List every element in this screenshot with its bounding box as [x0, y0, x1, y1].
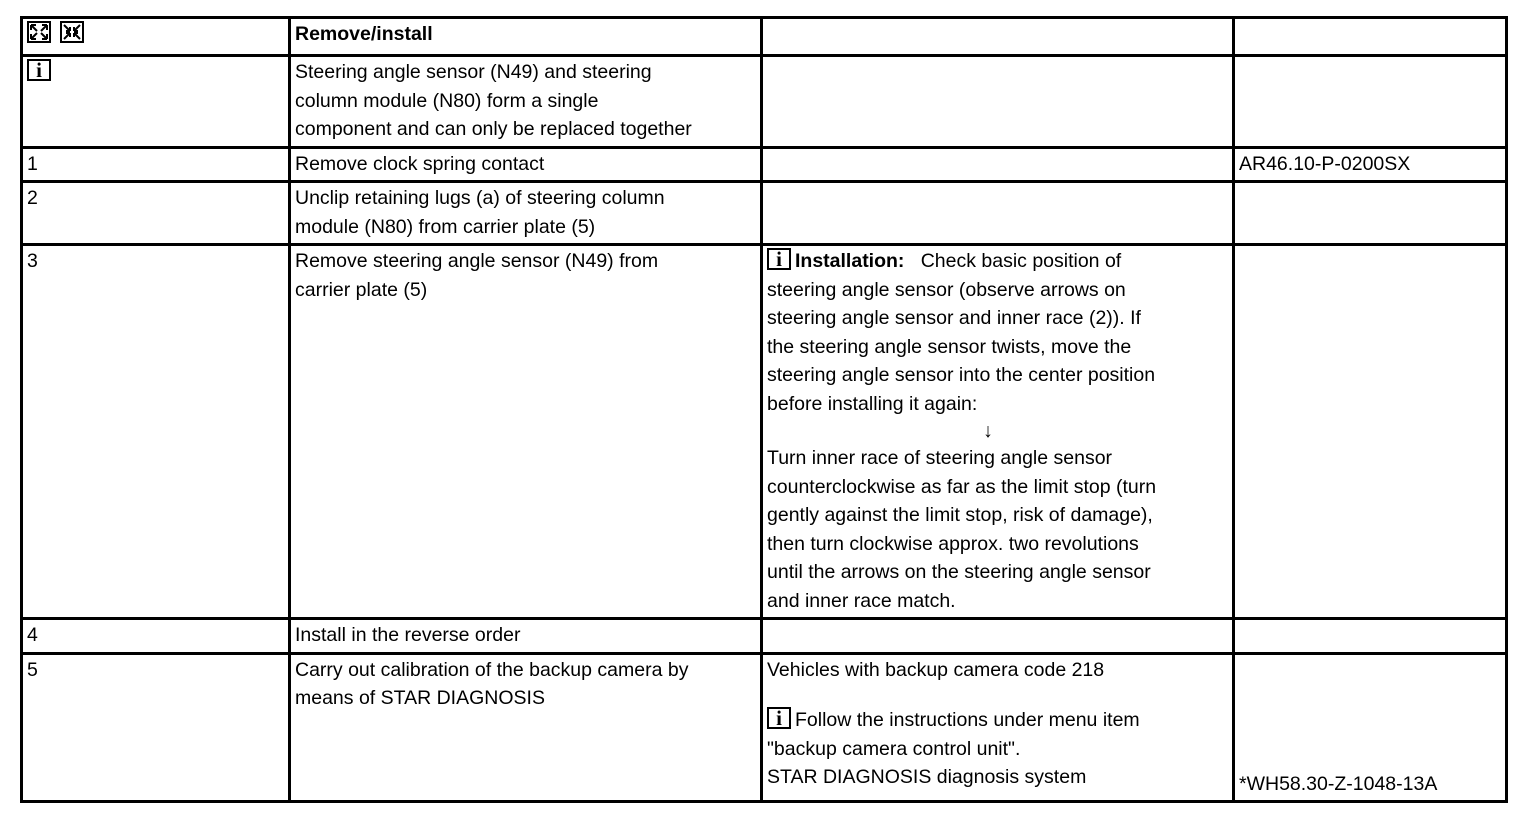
step-empty-cell — [1234, 182, 1507, 245]
info-icon: i — [27, 59, 51, 81]
step-reference-link[interactable]: *WH58.30-Z-1048-13A — [1239, 772, 1438, 795]
step-row-5 — [22, 653, 1507, 802]
step-empty-cell — [1234, 619, 1507, 654]
install-line: gently against the limit stop, risk of damage), — [767, 504, 1153, 526]
procedure-table — [20, 16, 1508, 803]
note-empty-cell — [1234, 56, 1507, 148]
step-text: Carry out calibration of the backup camera by means of STAR DIAGNOSIS — [290, 653, 762, 802]
step-number: 3 — [22, 245, 290, 619]
note-text: Steering angle sensor (N49) and steering column module (N80) form a single component and can only be replaced together — [290, 56, 762, 148]
install-line: the steering angle sensor twists, move the — [767, 335, 1132, 358]
info-icon: i — [767, 707, 791, 729]
step-number: 4 — [22, 619, 290, 654]
step-text: Install in the reverse order — [290, 619, 762, 654]
step-number: 2 — [22, 182, 290, 245]
calibration-note: Vehicles with backup camera code 218 i Follow the instructions under menu item "backup camera control unit". STAR DIAGNOSIS diagnosis system — [762, 653, 1234, 802]
step-row-1 — [22, 147, 1507, 182]
step-empty-cell — [762, 182, 1234, 245]
diagnosis-system: STAR DIAGNOSIS diagnosis system — [767, 766, 1087, 788]
step-number: 5 — [22, 653, 290, 802]
step-empty-cell — [762, 619, 1234, 654]
step-reference-cell — [1234, 653, 1507, 802]
header-empty-cell — [1234, 18, 1507, 56]
install-line: then turn clockwise approx. two revolutions — [767, 532, 1139, 555]
install-line: and inner race match. — [767, 589, 956, 612]
step-text: Remove steering angle sensor (N49) from carrier plate (5) — [290, 245, 762, 619]
install-line: steering angle sensor and inner race (2)). If — [767, 307, 1141, 329]
step-row-3 — [22, 245, 1507, 619]
install-line: Turn inner race of steering angle sensor — [767, 447, 1113, 469]
step-empty-cell — [762, 147, 1234, 182]
note-empty-cell — [762, 56, 1234, 148]
step-text: Remove clock spring contact — [290, 147, 762, 182]
note-row — [22, 56, 1507, 148]
header-row — [22, 18, 1507, 56]
step-row-4 — [22, 619, 1507, 654]
step-reference-link[interactable]: AR46.10-P-0200SX — [1234, 147, 1507, 182]
install-line: steering angle sensor into the center position — [767, 364, 1156, 386]
expand-icon[interactable] — [27, 21, 51, 43]
step-row-2 — [22, 182, 1507, 245]
info-icon: i — [767, 248, 791, 270]
installation-note — [762, 245, 1234, 619]
install-line: until the arrows on the steering angle sensor — [767, 561, 1151, 583]
header-icons-cell — [22, 18, 290, 56]
condition-text: Vehicles with backup camera code 218 — [767, 658, 1105, 681]
step-text: Unclip retaining lugs (a) of steering column module (N80) from carrier plate (5) — [290, 182, 762, 245]
install-line: Check basic position of — [920, 250, 1122, 272]
header-title: Remove/install — [290, 18, 762, 56]
collapse-icon[interactable] — [60, 21, 84, 43]
install-line: steering angle sensor (observe arrows on — [767, 278, 1126, 301]
installation-label: Installation: — [795, 250, 905, 272]
install-line: counterclockwise as far as the limit stop (turn — [767, 475, 1157, 498]
arrow-down-icon: ↓ — [983, 420, 993, 442]
install-line: before installing it again: — [767, 392, 978, 415]
step-empty-cell — [1234, 245, 1507, 619]
note-icon-cell — [22, 56, 290, 148]
step-number: 1 — [22, 147, 290, 182]
header-empty-cell — [762, 18, 1234, 56]
